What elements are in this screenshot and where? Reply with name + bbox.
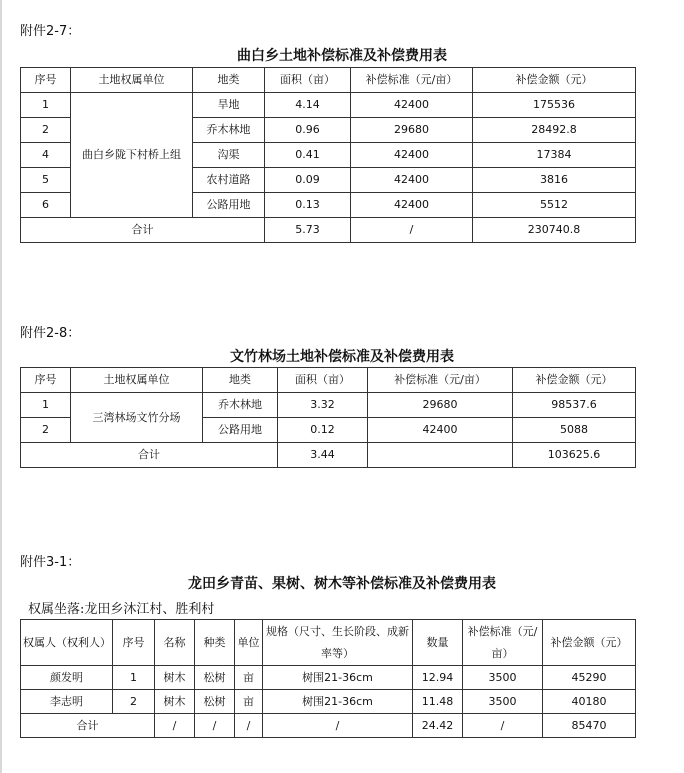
- land-type: 旱地: [193, 93, 265, 118]
- amount: 40180: [543, 690, 636, 714]
- page-left-edge: [0, 0, 2, 773]
- standard: 42400: [351, 143, 473, 168]
- area: 0.41: [265, 143, 351, 168]
- total-label: 合计: [21, 443, 278, 468]
- amount: 28492.8: [473, 118, 636, 143]
- total-area: 5.73: [265, 218, 351, 243]
- standard: 42400: [351, 168, 473, 193]
- row-number: 2: [113, 690, 155, 714]
- standard: 42400: [351, 193, 473, 218]
- compensation-table-3-1: [20, 619, 636, 738]
- header-cell: 种类: [195, 620, 235, 666]
- item-name: 树木: [155, 666, 195, 690]
- land-type: 乔木林地: [203, 393, 278, 418]
- item-kind: 松树: [195, 666, 235, 690]
- total-quantity: 24.42: [413, 714, 463, 738]
- table-header-row: [21, 68, 636, 93]
- header-cell: 面积（亩）: [278, 368, 368, 393]
- header-cell: 补偿金额（元）: [473, 68, 636, 93]
- row-number: 2: [21, 118, 71, 143]
- amount: 17384: [473, 143, 636, 168]
- row-number: 6: [21, 193, 71, 218]
- compensation-table-2-8: [20, 367, 636, 468]
- amount: 98537.6: [513, 393, 636, 418]
- table-row: [21, 690, 636, 714]
- header-cell: 数量: [413, 620, 463, 666]
- amount: 3816: [473, 168, 636, 193]
- standard: 42400: [351, 93, 473, 118]
- header-cell: 单位: [235, 620, 263, 666]
- header-cell: 地类: [203, 368, 278, 393]
- standard: 3500: [463, 666, 543, 690]
- header-cell: 地类: [193, 68, 265, 93]
- header-cell: 补偿金额（元）: [513, 368, 636, 393]
- table-title: 龙田乡青苗、果树、树木等补偿标准及补偿费用表: [188, 576, 496, 592]
- row-number: 2: [21, 418, 71, 443]
- attachment-label: 附件2-7：: [20, 24, 81, 39]
- land-owner-cell: 曲白乡陇下村桥上组: [71, 93, 193, 218]
- total-kind: /: [195, 714, 235, 738]
- area: 4.14: [265, 93, 351, 118]
- table-header-row: [21, 368, 636, 393]
- total-amount: 230740.8: [473, 218, 636, 243]
- unit: 亩: [235, 666, 263, 690]
- total-row: [21, 443, 636, 468]
- table-title: 曲白乡土地补偿标准及补偿费用表: [237, 48, 447, 64]
- total-spec: /: [263, 714, 413, 738]
- header-cell: 土地权属单位: [71, 68, 193, 93]
- header-cell: 土地权属单位: [71, 368, 203, 393]
- table-header-row: [21, 620, 636, 666]
- row-number: 1: [21, 393, 71, 418]
- standard: 42400: [368, 418, 513, 443]
- compensation-table-2-7: [20, 67, 636, 243]
- quantity: 11.48: [413, 690, 463, 714]
- total-area: 3.44: [278, 443, 368, 468]
- row-number: 1: [21, 93, 71, 118]
- spec: 树围21-36cm: [263, 666, 413, 690]
- header-cell: 补偿标准（元/亩）: [368, 368, 513, 393]
- land-type: 公路用地: [203, 418, 278, 443]
- ownership-location: 权属坐落:龙田乡沐江村、胜利村: [28, 602, 215, 617]
- total-standard: /: [463, 714, 543, 738]
- header-cell: 补偿标准（元/亩）: [463, 620, 543, 666]
- land-type: 乔木林地: [193, 118, 265, 143]
- attachment-label: 附件3-1：: [20, 555, 81, 570]
- header-cell: 序号: [113, 620, 155, 666]
- total-standard: /: [351, 218, 473, 243]
- header-cell: 序号: [21, 368, 71, 393]
- owner: 李志明: [21, 690, 113, 714]
- total-unit: /: [235, 714, 263, 738]
- land-owner-cell: 三湾林场文竹分场: [71, 393, 203, 443]
- row-number: 4: [21, 143, 71, 168]
- amount: 5088: [513, 418, 636, 443]
- land-type: 公路用地: [193, 193, 265, 218]
- row-number: 5: [21, 168, 71, 193]
- standard: 29680: [368, 393, 513, 418]
- unit: 亩: [235, 690, 263, 714]
- standard: 29680: [351, 118, 473, 143]
- total-name: /: [155, 714, 195, 738]
- area: 0.09: [265, 168, 351, 193]
- table-title: 文竹林场土地补偿标准及补偿费用表: [230, 349, 454, 365]
- area: 0.12: [278, 418, 368, 443]
- total-amount: 85470: [543, 714, 636, 738]
- table-row: [21, 393, 636, 418]
- quantity: 12.94: [413, 666, 463, 690]
- header-cell: 面积（亩）: [265, 68, 351, 93]
- attachment-label: 附件2-8：: [20, 326, 81, 341]
- total-standard: [368, 443, 513, 468]
- header-cell: 名称: [155, 620, 195, 666]
- land-type: 沟渠: [193, 143, 265, 168]
- row-number: 1: [113, 666, 155, 690]
- total-row: [21, 218, 636, 243]
- item-name: 树木: [155, 690, 195, 714]
- header-cell: 补偿标准（元/亩）: [351, 68, 473, 93]
- header-cell: 权属人（权利人）: [21, 620, 113, 666]
- total-label: 合计: [21, 218, 265, 243]
- amount: 45290: [543, 666, 636, 690]
- owner: 颜发明: [21, 666, 113, 690]
- header-cell: 补偿金额（元）: [543, 620, 636, 666]
- header-cell: 序号: [21, 68, 71, 93]
- item-kind: 松树: [195, 690, 235, 714]
- area: 0.96: [265, 118, 351, 143]
- total-row: [21, 714, 636, 738]
- table-row: [21, 666, 636, 690]
- table-row: [21, 93, 636, 118]
- amount: 5512: [473, 193, 636, 218]
- area: 0.13: [265, 193, 351, 218]
- land-type: 农村道路: [193, 168, 265, 193]
- standard: 3500: [463, 690, 543, 714]
- spec: 树围21-36cm: [263, 690, 413, 714]
- header-cell: 规格（尺寸、生长阶段、成新率等）: [263, 620, 413, 666]
- total-label: 合计: [21, 714, 155, 738]
- amount: 175536: [473, 93, 636, 118]
- total-amount: 103625.6: [513, 443, 636, 468]
- area: 3.32: [278, 393, 368, 418]
